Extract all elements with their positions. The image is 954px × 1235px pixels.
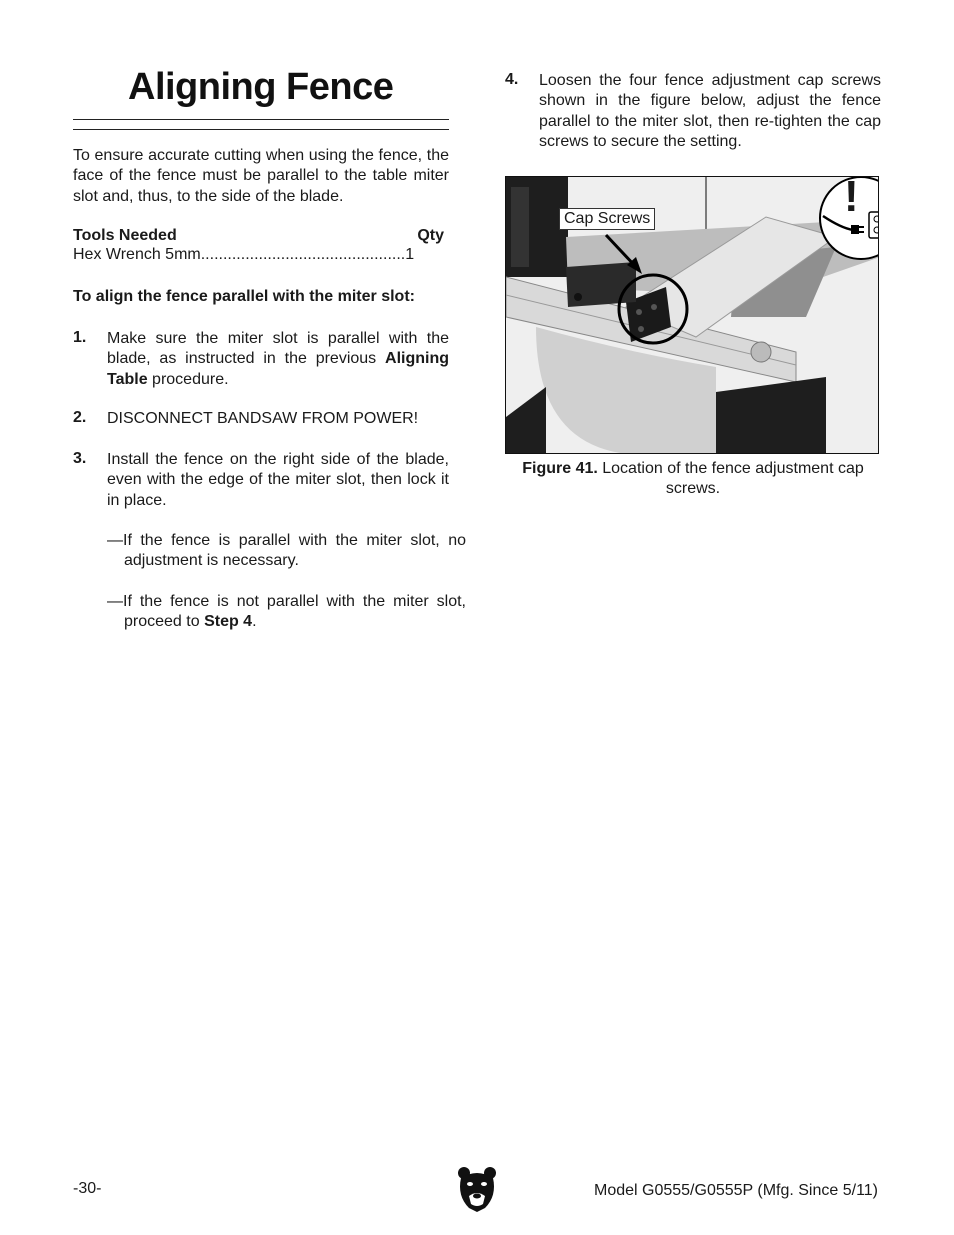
intro-paragraph: To ensure accurate cutting when using the fence, the face of the fence must be parallel to the table miter slot and, thus, to the side of the blade. bbox=[73, 147, 449, 205]
tool-leader-dots: .............................................. bbox=[200, 246, 406, 263]
step-reference: Aligning Table bbox=[107, 350, 449, 388]
step-text: Loosen the four fence adjustment cap screws shown in the figure below, adjust the fence parallel to the miter slot, then re-tighten the cap screws to secure the setting. bbox=[539, 72, 881, 151]
title-rule-top bbox=[73, 119, 449, 120]
step-number: 2. bbox=[73, 409, 87, 426]
title-rule-bottom bbox=[73, 129, 449, 130]
step-number: 3. bbox=[73, 450, 87, 467]
warning-exclamation: ! bbox=[844, 176, 859, 221]
tools-heading: Tools Needed bbox=[73, 227, 177, 244]
tools-needed-table bbox=[73, 227, 444, 265]
figure-label: Figure 41. bbox=[522, 460, 598, 477]
figure-caption: Figure 41. Location of the fence adjustment cap screws. bbox=[522, 460, 864, 498]
step-2 bbox=[73, 409, 449, 429]
disconnect-power-icon bbox=[819, 176, 879, 260]
step-1 bbox=[73, 329, 449, 390]
step-text: DISCONNECT BANDSAW FROM POWER! bbox=[107, 410, 419, 427]
page-number: -30- bbox=[73, 1180, 102, 1197]
cap-screws-callout: Cap Screws bbox=[559, 208, 655, 230]
procedure-heading: To align the fence parallel with the miter slot: bbox=[73, 288, 415, 305]
bear-head-logo-icon bbox=[457, 1166, 497, 1212]
tool-qty: 1 bbox=[405, 246, 415, 263]
substep-not-parallel: —If the fence is not parallel with the miter slot, proceed to Step 4. bbox=[107, 593, 466, 631]
tool-name: Hex Wrench 5mm bbox=[73, 246, 201, 263]
model-info: Model G0555/G0555P (Mfg. Since 5/11) bbox=[593, 1182, 878, 1199]
substep-parallel: —If the fence is parallel with the miter slot, no adjustment is necessary. bbox=[107, 532, 466, 570]
step-text: Install the fence on the right side of the blade, even with the edge of the miter slot, then lock it in place. bbox=[107, 451, 449, 509]
unplugged-cord-icon bbox=[821, 178, 879, 258]
step-number: 4. bbox=[505, 71, 519, 88]
step-4 bbox=[505, 71, 881, 153]
qty-heading: Qty bbox=[417, 227, 444, 244]
page-title: Aligning Fence bbox=[128, 66, 394, 108]
step-number: 1. bbox=[73, 329, 87, 346]
tool-row bbox=[73, 245, 444, 265]
step-text: Make sure the miter slot is parallel with the blade, as instructed in the previous Aligning Table procedure. bbox=[107, 330, 449, 388]
step-reference: Step 4 bbox=[204, 613, 253, 631]
tools-header-row bbox=[73, 227, 444, 245]
figure-41 bbox=[505, 176, 879, 454]
step-3 bbox=[73, 450, 449, 511]
